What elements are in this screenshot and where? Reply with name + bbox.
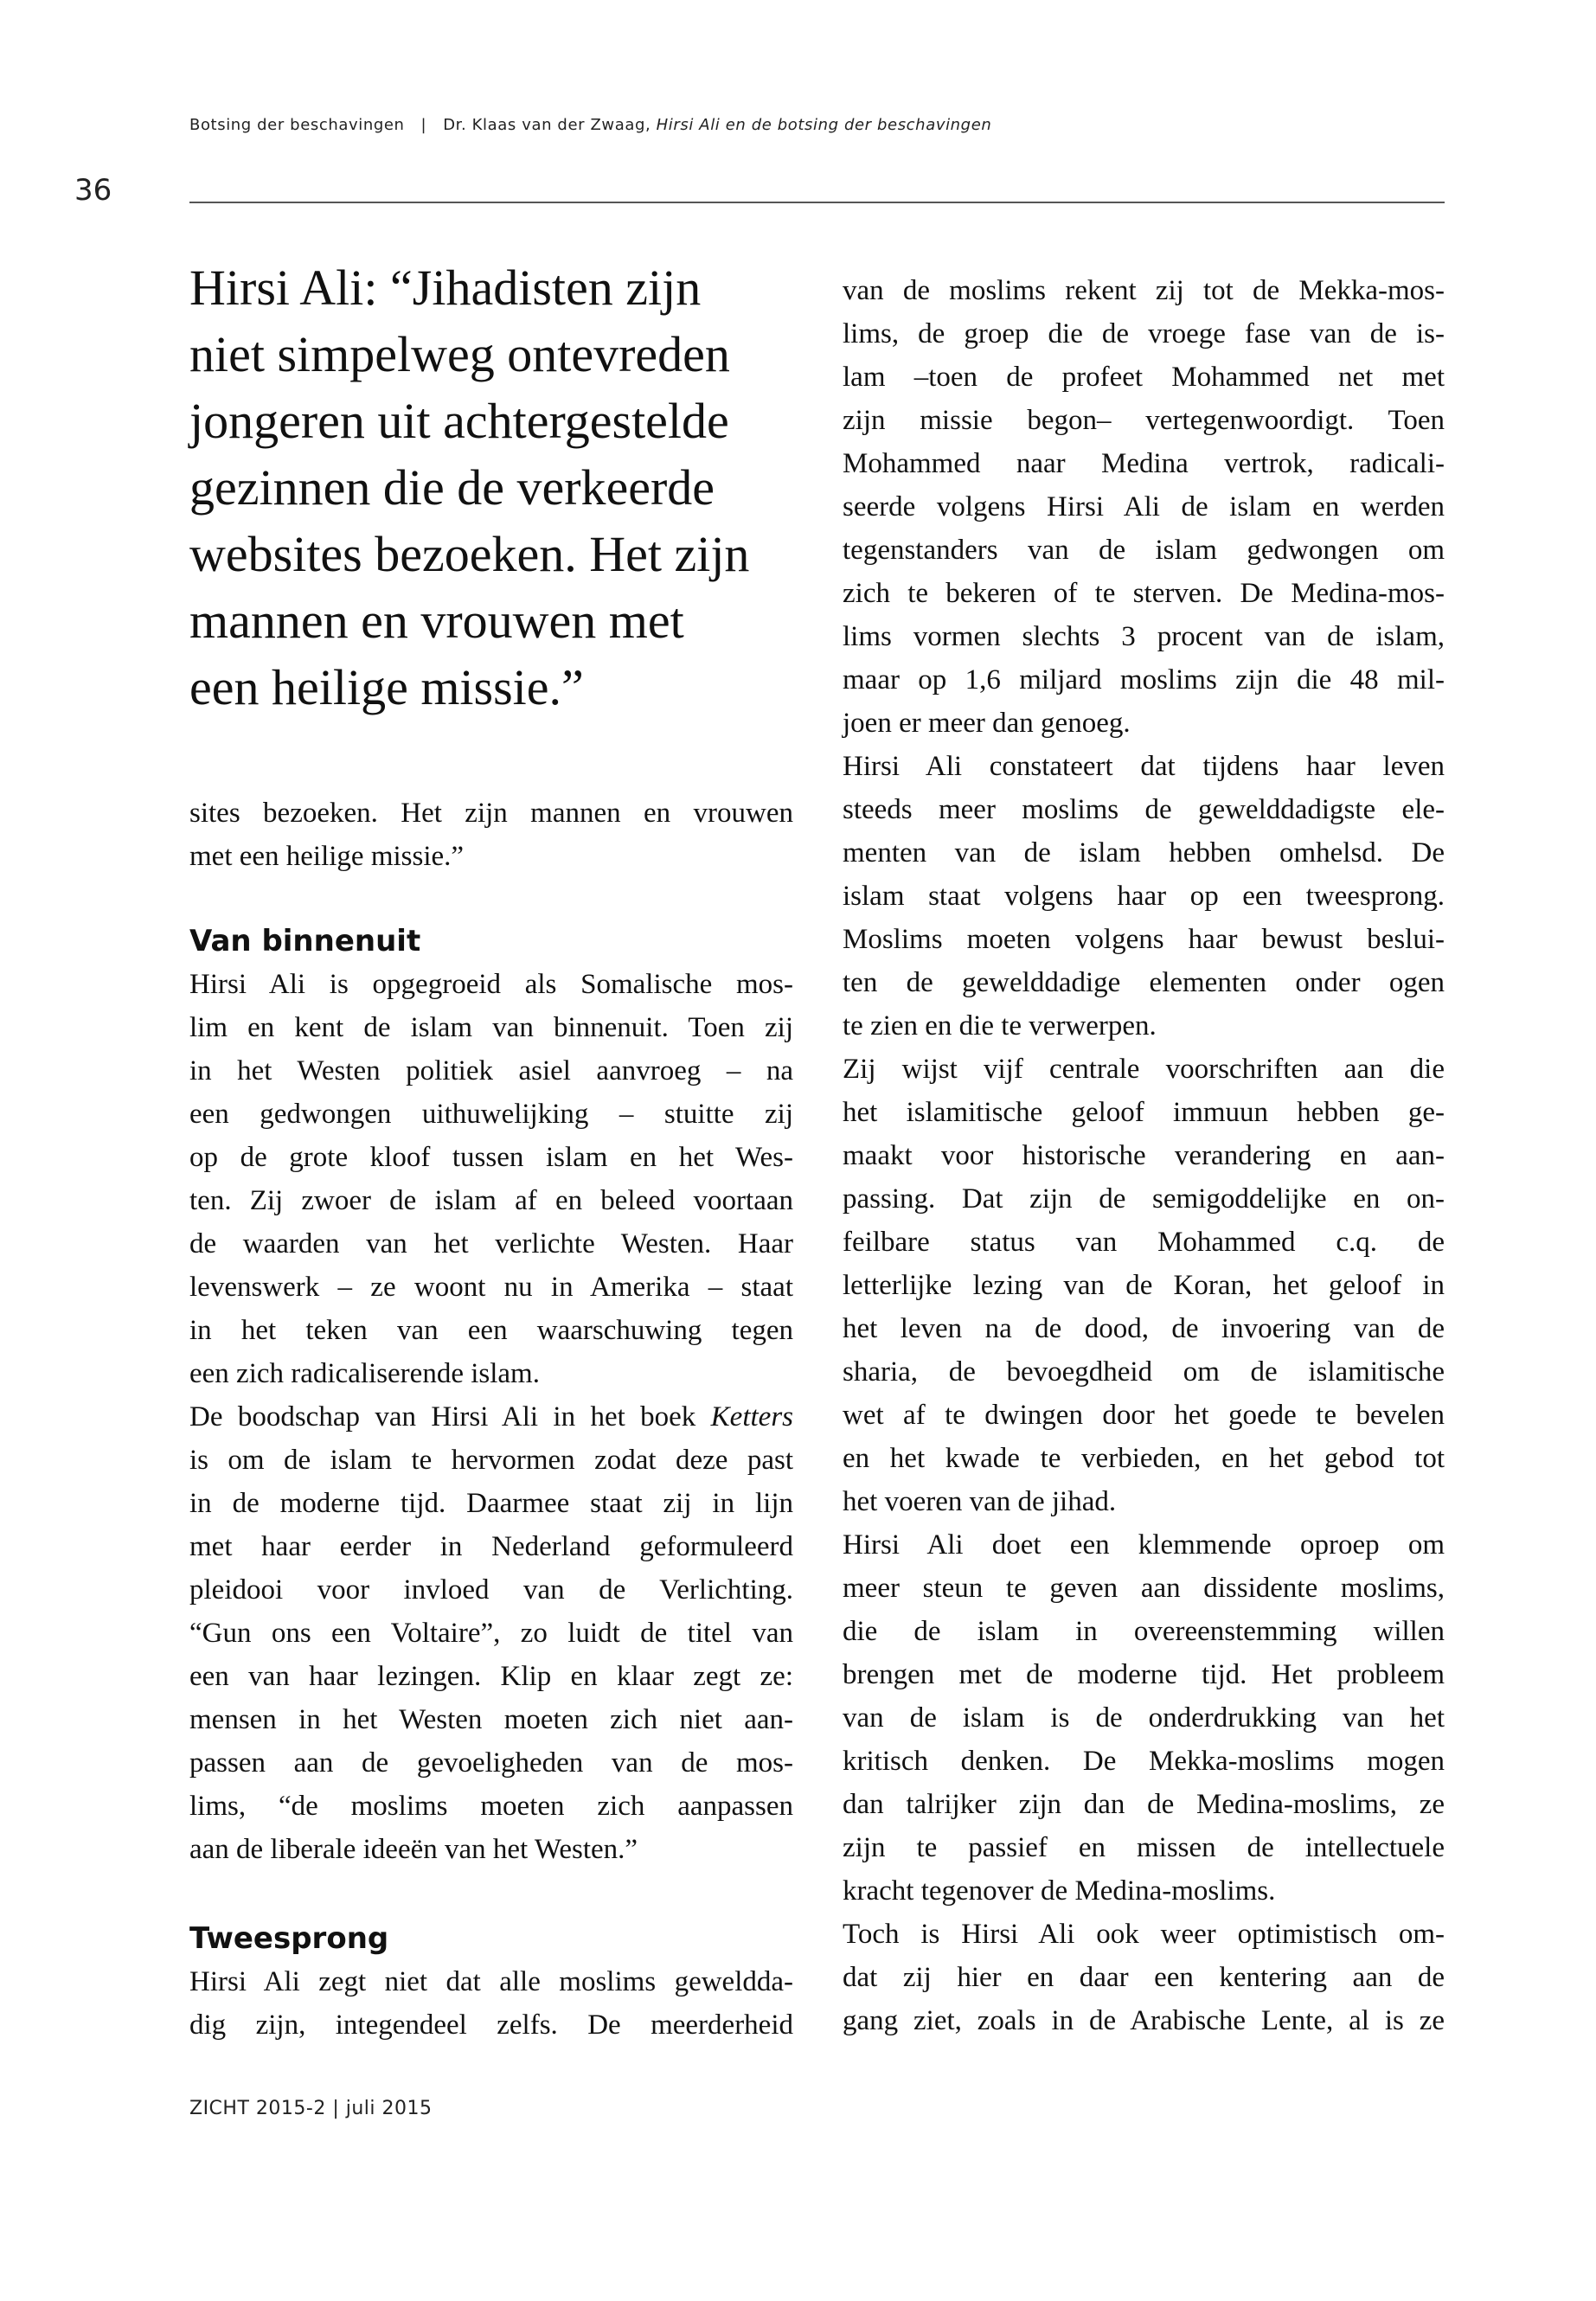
- book-title-ketters: Ketters: [710, 1401, 793, 1433]
- text-line: lam –toen de profeet Mohammed net met: [843, 362, 1445, 393]
- pull-quote-line: Hirsi Ali: “Jihadisten zijn: [189, 260, 702, 316]
- text-line: passing. Dat zijn de semigoddelijke en on-: [843, 1183, 1445, 1215]
- text-line: brengen met de moderne tijd. Het probleem: [843, 1659, 1445, 1690]
- text-line: is om de islam te hervormen zodat deze past: [189, 1445, 793, 1476]
- pull-quote-line: websites bezoeken. Het zijn: [189, 526, 750, 582]
- text-line: passen aan de gevoeligheden van de mos-: [189, 1747, 793, 1779]
- text-line: gang ziet, zoals in de Arabische Lente, al is ze: [843, 2005, 1445, 2036]
- page-number: 36: [74, 173, 112, 208]
- text-line: Hirsi Ali zegt niet dat alle moslims geweldda-: [189, 1966, 793, 1997]
- pull-quote-line: gezinnen die de verkeerde: [189, 459, 715, 516]
- text-line: dan talrijker zijn dan de Medina-moslims, ze: [843, 1789, 1445, 1820]
- running-head-section: Botsing der beschavingen: [189, 116, 405, 134]
- text-line: letterlijke lezing van de Koran, het geloof in: [843, 1270, 1445, 1301]
- text-line: een gedwongen uithuwelijking – stuitte zij: [189, 1099, 793, 1130]
- text-line: meer steun te geven aan dissidente moslims,: [843, 1573, 1445, 1604]
- text-line: Hirsi Ali constateert dat tijdens haar leven: [843, 751, 1445, 782]
- text-line: lims, de groep die de vroege fase van de is-: [843, 318, 1445, 349]
- footer-issue-info: ZICHT 2015-2 | juli 2015: [189, 2098, 433, 2119]
- text-line: “Gun ons een Voltaire”, zo luidt de titel van: [189, 1618, 793, 1649]
- text-line: lim en kent de islam van binnenuit. Toen zij: [189, 1012, 793, 1043]
- text-line: het leven na de dood, de invoering van de: [843, 1313, 1445, 1344]
- text-line: Toch is Hirsi Ali ook weer optimistisch om-: [843, 1919, 1445, 1950]
- pull-quote-line: een heilige missie.”: [189, 659, 584, 715]
- text-line: pleidooi voor invloed van de Verlichting.: [189, 1574, 793, 1606]
- running-head-article-title: Hirsi Ali en de botsing der beschavingen: [656, 116, 992, 134]
- text-line: te zien en die te verwerpen.: [843, 1010, 1157, 1042]
- intro-paragraph: [189, 792, 793, 878]
- text-line: dat zij hier en daar een kentering aan de: [843, 1962, 1445, 1993]
- section-van-binnenuit: [189, 920, 793, 1871]
- text-line: mensen in het Westen moeten zich niet aan-: [189, 1704, 793, 1735]
- running-head: [189, 116, 991, 134]
- text-line: in het teken van een waarschuwing tegen: [189, 1315, 793, 1346]
- running-head-separator: |: [420, 116, 427, 134]
- text-line: Hirsi Ali doet een klemmende oproep om: [843, 1529, 1445, 1561]
- text-line: feilbare status van Mohammed c.q. de: [843, 1227, 1445, 1258]
- text-line: met haar eerder in Nederland geformuleerd: [189, 1531, 793, 1562]
- text-line: joen er meer dan genoeg.: [843, 708, 1131, 739]
- text-line: ten de gewelddadige elementen onder ogen: [843, 967, 1445, 998]
- text-line: een van haar lezingen. Klip en klaar zegt ze:: [189, 1661, 793, 1692]
- text-line: levenswerk – ze woont nu in Amerika – staat: [189, 1272, 793, 1303]
- text-line: de waarden van het verlichte Westen. Haar: [189, 1228, 793, 1259]
- text-line: sites bezoeken. Het zijn mannen en vrouwen: [189, 798, 793, 829]
- section-heading: Van binnenuit: [189, 924, 421, 958]
- text-line: menten van de islam hebben omhelsd. De: [843, 837, 1445, 868]
- pull-quote-line: jongeren uit achtergestelde: [189, 393, 729, 449]
- text-line: aan de liberale ideeën van het Westen.”: [189, 1834, 638, 1865]
- right-column-text: [843, 269, 1445, 2042]
- running-head-author: Dr. Klaas van der Zwaag,: [443, 116, 651, 134]
- text-line: seerde volgens Hirsi Ali de islam en werden: [843, 491, 1445, 522]
- text-line: in het Westen politiek asiel aanvroeg – na: [189, 1055, 793, 1086]
- text-line: dig zijn, integendeel zelfs. De meerderheid: [189, 2009, 793, 2041]
- text-line: lims, “de moslims moeten zich aanpassen: [189, 1791, 793, 1822]
- text-line: van de moslims rekent zij tot de Mekka-mos-: [843, 275, 1445, 306]
- text-line: die de islam in overeenstemming willen: [843, 1616, 1445, 1647]
- text-line: een zich radicaliserende islam.: [189, 1358, 540, 1389]
- text-line: ten. Zij zwoer de islam af en beleed voortaan: [189, 1185, 793, 1216]
- section-heading: Tweesprong: [189, 1921, 389, 1956]
- text-line: van de islam is de onderdrukking van het: [843, 1702, 1445, 1734]
- text-line: lims vormen slechts 3 procent van de islam,: [843, 621, 1445, 652]
- text-line: met een heilige missie.”: [189, 841, 465, 872]
- text-line: zijn te passief en missen de intellectuele: [843, 1832, 1445, 1863]
- pull-quote-line: mannen en vrouwen met: [189, 593, 684, 649]
- text-line: tegenstanders van de islam gedwongen om: [843, 535, 1445, 566]
- text-line: het islamitische geloof immuun hebben ge-: [843, 1097, 1445, 1128]
- text-line: Moslims moeten volgens haar bewust beslui-: [843, 924, 1445, 955]
- text-line: sharia, de bevoegdheid om de islamitische: [843, 1356, 1445, 1388]
- text-line: Zij wijst vijf centrale voorschriften aan die: [843, 1054, 1445, 1085]
- text-line: De boodschap van Hirsi Ali in het boek Ketters: [189, 1401, 793, 1433]
- text-line: kracht tegenover de Medina-moslims.: [843, 1875, 1276, 1907]
- text-line: en het kwade te verbieden, en het gebod tot: [843, 1443, 1445, 1474]
- text-line: zijn missie begon– vertegenwoordigt. Toen: [843, 405, 1445, 436]
- header-rule: [189, 202, 1445, 203]
- text-line: het voeren van de jihad.: [843, 1486, 1117, 1517]
- text-line: steeds meer moslims de gewelddadigste ele-: [843, 794, 1445, 825]
- text-line: islam staat volgens haar op een tweesprong.: [843, 881, 1445, 912]
- section-tweesprong: [189, 1917, 793, 2047]
- text-line: maakt voor historische verandering en aan-: [843, 1140, 1445, 1171]
- text-line: Mohammed naar Medina vertrok, radicali-: [843, 448, 1445, 479]
- pull-quote-line: niet simpelweg ontevreden: [189, 326, 730, 382]
- text-line: wet af te dwingen door het goede te bevelen: [843, 1400, 1445, 1431]
- text-line: op de grote kloof tussen islam en het Wes-: [189, 1142, 793, 1173]
- text-line: Hirsi Ali is opgegroeid als Somalische mos-: [189, 969, 793, 1000]
- text-line: zich te bekeren of te sterven. De Medina-mos-: [843, 578, 1445, 609]
- text-line: in de moderne tijd. Daarmee staat zij in lijn: [189, 1488, 793, 1519]
- text-line: maar op 1,6 miljard moslims zijn die 48 mil-: [843, 664, 1445, 695]
- text-line: kritisch denken. De Mekka-moslims mogen: [843, 1746, 1445, 1777]
- pull-quote: [189, 254, 812, 721]
